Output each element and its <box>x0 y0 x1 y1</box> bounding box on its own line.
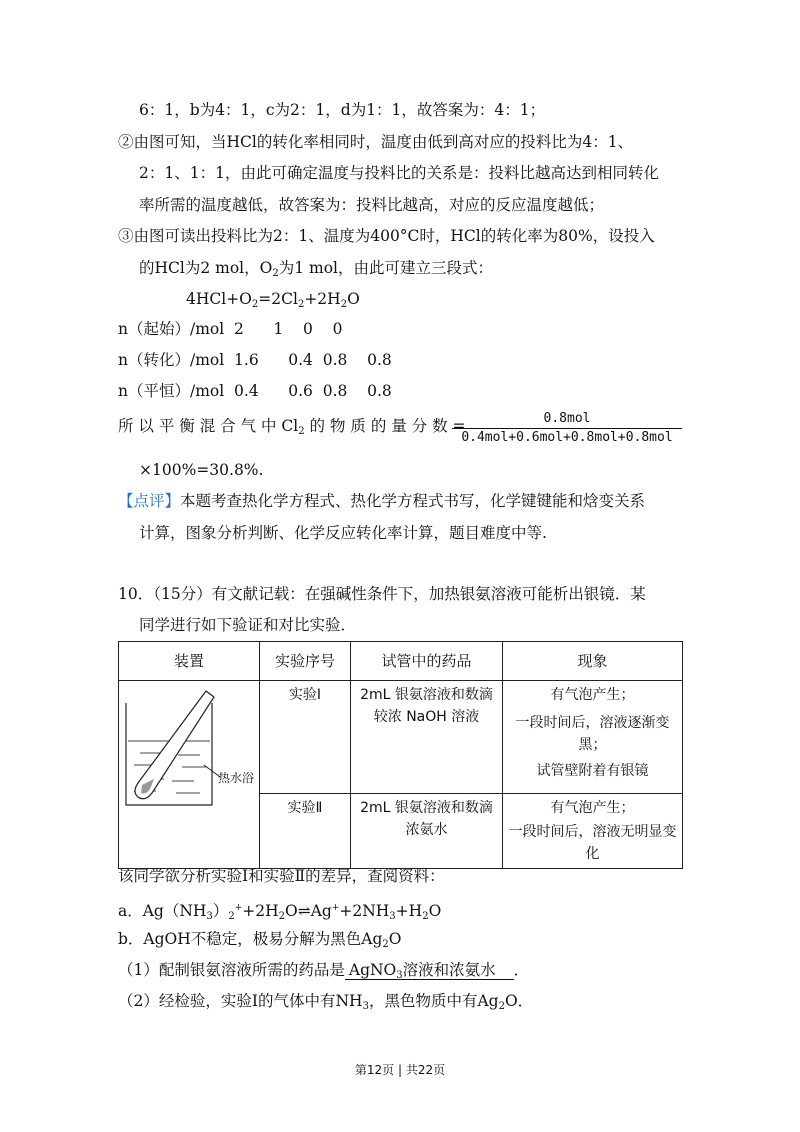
text-line: ×100%=30.8%. <box>139 461 264 479</box>
text-line: ②由图可知，当HCl的转化率相同时，温度由低到高对应的投料比为4：1、 <box>118 133 634 151</box>
question-10: 10．（15分）有文献记载：在强碱性条件下，加热银氨溶液可能析出银镜．某 <box>118 585 646 603</box>
row-equilibrium: n（平恒）/mol 0.4 0.6 0.8 0.8 <box>118 382 392 400</box>
text-line: 的HCl为2 mol，$O_2$为1 mol，由此可建立三段式： <box>139 259 493 279</box>
phenomenon-1: 有气泡产生； 一段时间后，溶液逐渐变黑； 试管壁附着有银镜 <box>503 681 683 794</box>
fraction <box>452 410 682 447</box>
text-line: 同学进行如下验证和对比实验． <box>139 616 357 634</box>
comment: 【点评】本题考查热化学方程式、热化学方程式书写，化学键键能和焓变关系 <box>118 492 646 510</box>
row-change: n（转化）/mol 1.6 0.4 0.8 0.8 <box>118 351 392 369</box>
page-footer: 第12页 | 共22页 <box>354 1063 446 1077</box>
text-line: 该同学欲分析实验Ⅰ和实验Ⅱ的差异，查阅资料： <box>118 867 445 885</box>
water-bath-apparatus-figure <box>120 681 259 861</box>
header-reagent: 试管中的药品 <box>351 642 503 681</box>
water-bath-label: 热水浴 <box>217 771 254 785</box>
reagent-2: 2mL 银氨溶液和数滴浓氨水 <box>351 794 503 869</box>
material-b: b．AgOH不稳定，极易分解为黑色$Ag_2O$ <box>118 930 402 950</box>
phenomenon-2: 有气泡产生； 一段时间后，溶液无明显变化 <box>503 794 683 869</box>
header-phenomenon: 现象 <box>503 642 683 681</box>
text-line: 计算，图象分析判断、化学反应转化率计算，题目难度中等. <box>139 524 547 542</box>
part-1: （1）配制银氨溶液所需的药品是 AgNO$_3$溶液和浓氨水 ． <box>118 961 530 981</box>
row-start: n（起始）/mol 2 1 0 0 <box>118 320 343 338</box>
text-line: 6：1，b为4：1，c为2：1，d为1：1，故答案为：4：1； <box>139 101 546 119</box>
header-seq: 实验序号 <box>260 642 351 681</box>
seq-2: 实验Ⅱ <box>260 794 351 869</box>
fraction-numerator: 0.8mol <box>452 410 682 429</box>
reagent-1: 2mL 银氨溶液和数滴较浓 NaOH 溶液 <box>351 681 503 794</box>
apparatus-cell <box>119 681 260 869</box>
text-line: 2：1、1：1，由此可确定温度与投料比的关系是：投料比越高达到相同转化 <box>139 164 659 182</box>
seq-1: 实验Ⅰ <box>260 681 351 794</box>
comment-tag: 【点评】 <box>118 492 181 510</box>
material-a: a．$Ag(NH_3)_2^++2H_2O\rightleftharpoons Ag^++2NH_3+H_2O$ <box>118 902 442 922</box>
reaction-equation: $4HCl+O_2=2Cl_2+2H_2O$ <box>186 290 360 310</box>
part-2: （2）经检验，实验Ⅰ的气体中有$NH_3$，黑色物质中有$Ag_2O$． <box>118 992 534 1012</box>
text-line: ③由图可读出投料比为2：1、温度为400°C时，HCl的转化率为80%，设投入 <box>118 227 655 245</box>
fraction-lead: 所 以 平 衡 混 合 气 中 $Cl_2$ 的 物 质 的 量 分 数 = <box>118 417 466 437</box>
header-apparatus: 装置 <box>119 642 260 681</box>
fraction-denominator: 0.4mol+0.6mol+0.8mol+0.8mol <box>461 430 673 445</box>
experiment-table <box>118 641 683 869</box>
text-line: 率所需的温度越低，故答案为：投料比越高，对应的反应温度越低； <box>139 196 605 214</box>
answer-blank: AgNO$_3$溶液和浓氨水 <box>345 961 514 980</box>
